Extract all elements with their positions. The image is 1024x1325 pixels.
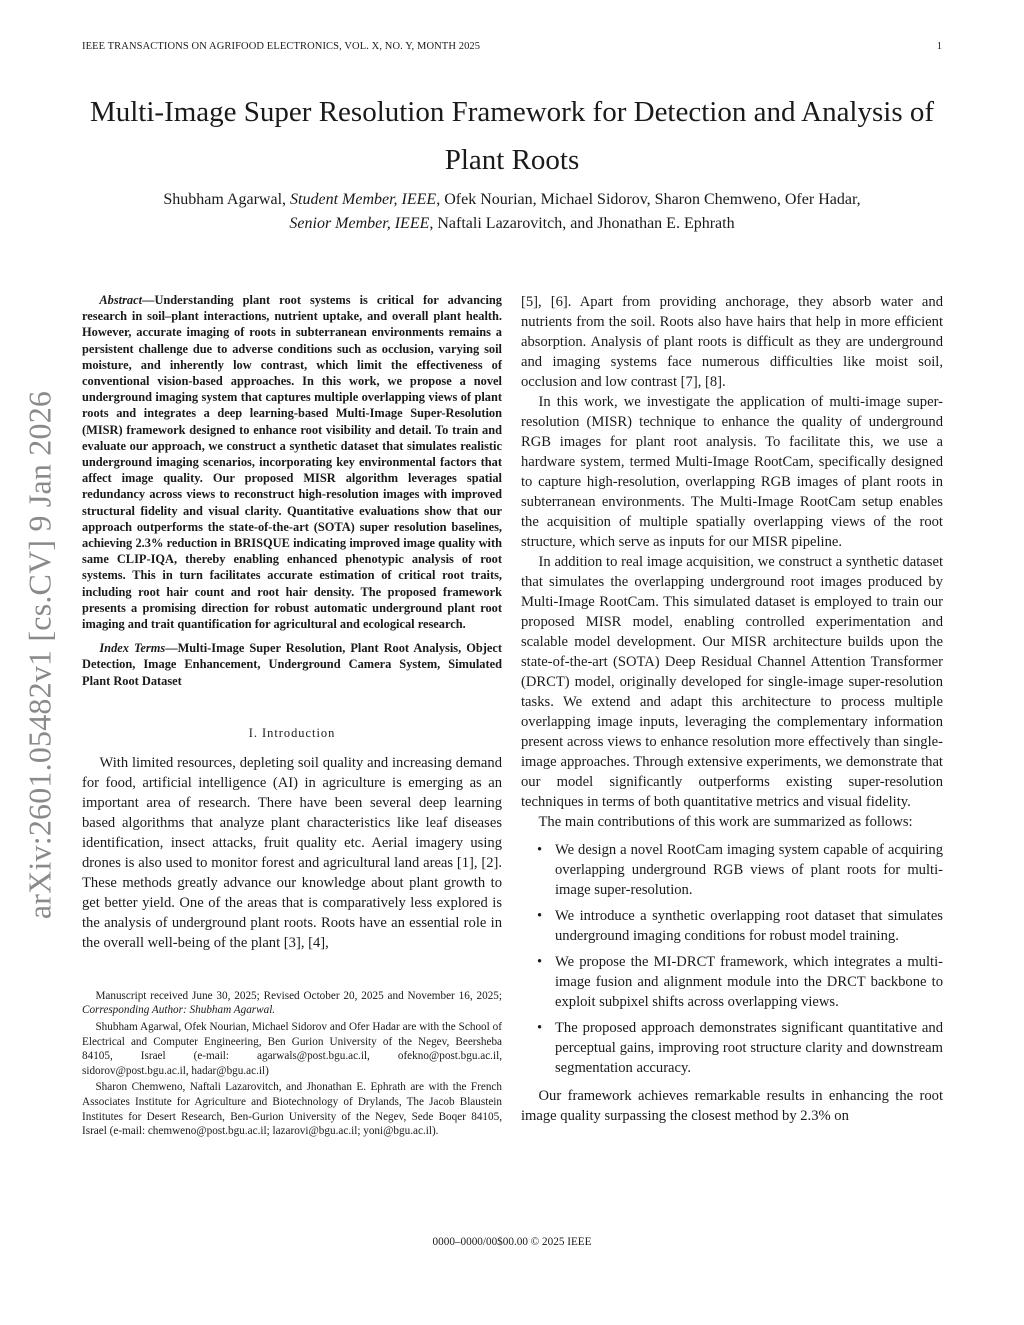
abstract-label: Abstract xyxy=(99,293,143,307)
list-item: • We design a novel RootCam imaging system capable of acquiring overlapping underground RGB views of plant roots for multi-image super-resolution. xyxy=(555,840,943,900)
author-text: , Naftali Lazarovitch, and Jhonathan E. Ephrath xyxy=(429,215,735,232)
intro-paragraph: With limited resources, depleting soil quality and increasing demand for food, artificial intelligence (AI) in agriculture is emerging as an important area of research. There have been several deep learning based algorithms that analyze plant characteristics like leaf diseases identification, insect attacks, fruit quality etc. Aerial imagery using drones is also used to monitor forest and agricultural land areas [1], [2]. These methods greatly advance our knowledge about plant growth to get better yield. One of the areas that is comparatively less explored is the analysis of underground plant roots. Roots have an essential role in the overall well-being of the plant [3], [4], xyxy=(82,754,502,951)
author-text: Shubham Agarwal, xyxy=(163,191,291,208)
footnote: Sharon Chemweno, Naftali Lazarovitch, and Jhonathan E. Ephrath are with the French Associates Institute for Agriculture and Biotechnology of Drylands, The Jacob Blaustein Institutes for Desert Research, Ben-Gurion University of the Negev, Sede Boqer 84105, Israel (e-mail: chemweno@post.bgu.ac.il; lazarovi@bgu.ac.il; yoni@bgu.ac.il). xyxy=(82,1081,502,1138)
footnote: Shubham Agarwal, Ofek Nourian, Michael Sidorov and Ofer Hadar are with the School of Electrical and Computer Engineering, Ben Gurion University of the Negev, Beersheba 84105, Israel (e-mail: agarwals@post.bgu.ac.il, ofekno@post.bgu.ac.il, sidorov@post.bgu.ac.il, hadar@bgu.ac.il) xyxy=(82,1021,502,1077)
footnote-corresponding: Corresponding Author: Shubham Agarwal. xyxy=(82,1004,276,1017)
page-number: 1 xyxy=(936,41,942,52)
footnote-text: Manuscript received June 30, 2025; Revised October 20, 2025 and November 16, 2025; xyxy=(95,989,502,1002)
arxiv-stamp: arXiv:2601.05482v1 [cs.CV] 9 Jan 2026 xyxy=(21,390,58,920)
body-paragraph: [5], [6]. Apart from providing anchorage, they absorb water and nutrients from the soil. Roots also have hairs that help in more efficient absorption. Analysis of plant roots is difficult as they are underground and imaging systems face numerous difficulties like moist soil, occlusion and low contrast [7], [8]. xyxy=(521,294,943,390)
author-membership: Student Member, IEEE xyxy=(290,191,437,208)
index-terms xyxy=(82,640,502,689)
body-paragraph: In this work, we investigate the application of multi-image super-resolution (MISR) technique to enhance the quality of underground RGB images for plant root analysis. To facilitate this, we use a hardware system, termed Multi-Image RootCam, specifically designed to capture high-resolution, overlapping RGB images of plant roots in subterranean environments. The Multi-Image RootCam setup enables the acquisition of multiple spatially overlapping views of the root structure, which serve as inputs for our MISR pipeline. xyxy=(521,394,943,550)
abstract-text: —Understanding plant root systems is critical for advancing research in soil–plant interactions, nutrient uptake, and overall plant health. However, accurate imaging of roots in subterranean environments remains a persistent challenge due to adverse conditions such as occlusion, varying soil moisture, and inherently low contrast, which limit the effectiveness of conventional vision-based approaches. In this work, we propose a novel underground imaging system that captures multiple overlapping views of plant roots and integrates a deep learning-based Multi-Image Super-Resolution (MISR) framework designed to enhance root visibility and detail. To train and evaluate our approach, we construct a synthetic dataset that simulates realistic underground imaging scenarios, incorporating key environmental factors that affect image quality. Our proposed MISR algorithm leverages spatial redundancy across views to reconstruct high-resolution images with improved structural fidelity and visual clarity. Quantitative evaluations show that our approach outperforms the state-of-the-art (SOTA) super resolution baselines, achieving 2.3% reduction in BRISQUE indicating improved image quality with same CLIP-IQA, thereby enabling enhanced phenotypic analysis of root systems. This in turn facilitates accurate estimation of critical root traits, including root hair count and root hair density. The proposed framework presents a promising direction for robust automatic underground plant root imaging and trait quantification for agricultural and ecological research. xyxy=(82,293,502,632)
list-item: • We introduce a synthetic overlapping root dataset that simulates underground imaging conditions for robust model training. xyxy=(555,906,943,946)
author-membership: Senior Member, IEEE xyxy=(289,215,430,232)
footnote xyxy=(82,989,502,1018)
section-heading: I. Introduction xyxy=(248,725,336,740)
index-terms-text: —Multi-Image Super Resolution, Plant Root Analysis, Object Detection, Image Enhancement, Underground Camera System, Simulated Plant Root Dataset xyxy=(82,641,502,688)
author-list xyxy=(72,188,952,236)
right-column xyxy=(521,292,943,1126)
index-terms-label: Index Terms xyxy=(99,641,166,656)
abstract xyxy=(82,292,502,632)
running-header: IEEE TRANSACTIONS ON AGRIFOOD ELECTRONICS, VOL. X, NO. Y, MONTH 2025 xyxy=(82,41,481,52)
copyright-footer: 0000–0000/00$00.00 © 2025 IEEE xyxy=(432,1236,592,1248)
left-column xyxy=(82,292,502,1141)
body-paragraph: The main contributions of this work are summarized as follows: xyxy=(538,814,913,830)
list-item: • We propose the MI-DRCT framework, which integrates a multi-image fusion and alignment module into the DRCT backbone to exploit subpixel shifts across overlapping views. xyxy=(555,952,943,1012)
body-paragraph: Our framework achieves remarkable results in enhancing the root image quality surpassing the closest method by 2.3% on xyxy=(521,1088,943,1124)
footnotes xyxy=(82,989,502,1139)
paper-title: Multi-Image Super Resolution Framework for Detection and Analysis of Plant Roots xyxy=(89,96,935,176)
list-item: • The proposed approach demonstrates significant quantitative and perceptual gains, improving root structure clarity and downstream segmentation accuracy. xyxy=(555,1018,943,1078)
author-text: , Ofek Nourian, Michael Sidorov, Sharon Chemweno, Ofer Hadar, xyxy=(436,191,861,208)
body-paragraph: In addition to real image acquisition, we construct a synthetic dataset that simulates the overlapping underground root images produced by Multi-Image RootCam. This simulated dataset is employed to train our proposed MISR model, enabling controlled experimentation and scalable model development. Our MISR architecture builds upon the state-of-the-art (SOTA) Deep Residual Channel Attention Transformer (DRCT) model, originally developed for single-image super-resolution tasks. We extend and adapt this architecture to process multiple overlapping image inputs, leveraging the complementary information present across views to enhance resolution more effectively than single-image approaches. Through extensive experiments, we demonstrate that our model significantly outperforms existing super-resolution techniques in terms of both quantitative metrics and visual fidelity. xyxy=(521,554,943,810)
contributions-list xyxy=(521,840,943,1078)
